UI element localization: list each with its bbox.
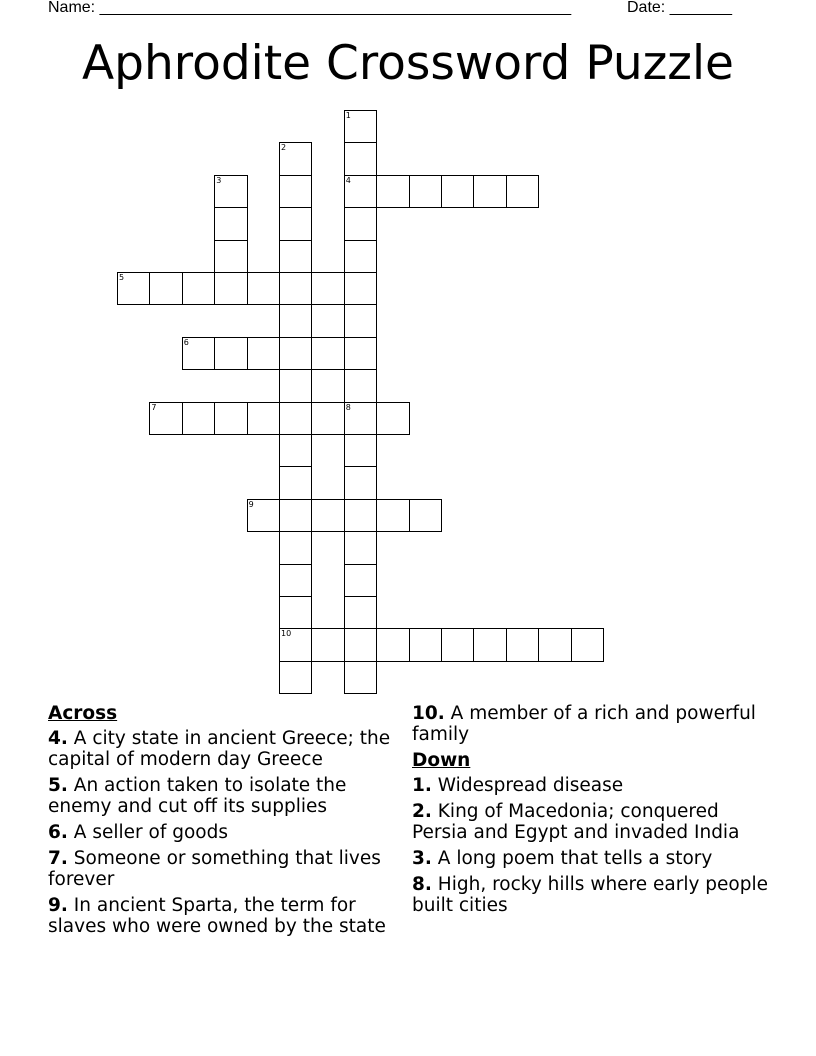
across-clue-7: 7. Someone or something that lives forever [48, 848, 381, 890]
grid-cell[interactable] [214, 175, 247, 208]
grid-cell[interactable] [376, 175, 409, 208]
grid-cell[interactable] [344, 304, 377, 337]
grid-cell[interactable] [182, 272, 215, 305]
clue-number: 5 [119, 273, 125, 282]
name-field[interactable]: Name: _____________________________________________________ [48, 0, 572, 16]
down-clue-3: 3. A long poem that tells a story [412, 848, 713, 869]
across-clue-4: 4. A city state in ancient Greece; the capital of modern day Greece [48, 728, 391, 770]
grid-cell[interactable] [344, 272, 377, 305]
grid-cell[interactable] [344, 369, 377, 402]
grid-cell[interactable] [311, 628, 344, 661]
grid-cell[interactable] [344, 628, 377, 661]
grid-cell[interactable] [279, 240, 312, 273]
grid-cell[interactable] [344, 499, 377, 532]
grid-cell[interactable] [473, 175, 506, 208]
grid-cell[interactable] [279, 661, 312, 694]
grid-cell[interactable] [247, 402, 280, 435]
grid-cell[interactable] [279, 337, 312, 370]
clue-number: 3 [216, 175, 222, 185]
page-title: Aphrodite Crossword Puzzle [82, 36, 734, 91]
grid-cell[interactable] [247, 272, 280, 305]
date-field[interactable]: Date: _______ [627, 0, 732, 16]
clue-number: 2 [281, 143, 287, 153]
grid-cell[interactable] [344, 466, 377, 499]
clue-number: 9 [248, 499, 254, 509]
clues-right-column [412, 703, 772, 921]
down-heading: Down [412, 750, 471, 771]
grid-cell[interactable] [344, 207, 377, 240]
grid-cell[interactable] [279, 402, 312, 435]
across-clue-6: 6. A seller of goods [48, 822, 228, 843]
grid-cell[interactable] [214, 272, 247, 305]
grid-cell[interactable] [214, 240, 247, 273]
grid-cell[interactable] [247, 337, 280, 370]
across-heading: Across [48, 703, 118, 724]
grid-cell[interactable] [279, 564, 312, 597]
grid-cell[interactable] [344, 142, 377, 175]
grid-cell[interactable] [149, 402, 182, 435]
grid-cell[interactable] [441, 628, 474, 661]
grid-cell[interactable] [344, 402, 377, 435]
grid-cell[interactable] [344, 564, 377, 597]
clue-number: 6 [183, 337, 189, 347]
grid-cell[interactable] [344, 337, 377, 370]
grid-cell[interactable] [344, 434, 377, 467]
grid-cell[interactable] [279, 304, 312, 337]
grid-cell[interactable] [214, 337, 247, 370]
grid-cell[interactable] [279, 466, 312, 499]
grid-cell[interactable] [344, 596, 377, 629]
grid-cell[interactable] [344, 175, 377, 208]
clue-number: 7 [151, 402, 157, 412]
across-clue-9: 9. In ancient Sparta, the term for slaves who were owned by the state [48, 895, 386, 937]
grid-cell[interactable] [247, 499, 280, 532]
grid-cell[interactable] [279, 434, 312, 467]
clue-number: 8 [345, 402, 351, 412]
down-clue-2: 2. King of Macedonia; conquered Persia and Egypt and invaded India [412, 801, 740, 843]
grid-cell[interactable] [344, 240, 377, 273]
grid-cell[interactable] [182, 337, 215, 370]
clue-number: 1 [345, 111, 351, 120]
grid-cell[interactable] [311, 499, 344, 532]
grid-cell[interactable] [538, 628, 571, 661]
grid-cell[interactable] [344, 110, 377, 143]
grid-cell[interactable] [473, 628, 506, 661]
grid-cell[interactable] [344, 661, 377, 694]
grid-cell[interactable] [376, 499, 409, 532]
grid-cell[interactable] [279, 272, 312, 305]
grid-cell[interactable] [214, 207, 247, 240]
grid-cell[interactable] [117, 272, 150, 305]
across-clue-5: 5. An action taken to isolate the enemy and cut off its supplies [48, 775, 347, 817]
grid-cell[interactable] [311, 272, 344, 305]
grid-cell[interactable] [279, 596, 312, 629]
grid-cell[interactable] [214, 402, 247, 435]
grid-cell[interactable] [376, 628, 409, 661]
down-clue-1: 1. Widespread disease [412, 775, 624, 796]
grid-cell[interactable] [441, 175, 474, 208]
grid-cell[interactable] [311, 402, 344, 435]
grid-cell[interactable] [506, 628, 539, 661]
grid-cell[interactable] [279, 142, 312, 175]
grid-cell[interactable] [571, 628, 604, 661]
grid-cell[interactable] [279, 499, 312, 532]
clue-number: 4 [345, 175, 351, 185]
grid-cell[interactable] [279, 628, 312, 661]
grid-cell[interactable] [279, 369, 312, 402]
down-clue-8: 8. High, rocky hills where early people built cities [412, 874, 769, 916]
grid-cell[interactable] [506, 175, 539, 208]
grid-cell[interactable] [311, 337, 344, 370]
grid-cell[interactable] [344, 531, 377, 564]
grid-cell[interactable] [376, 402, 409, 435]
grid-cell[interactable] [182, 402, 215, 435]
grid-cell[interactable] [279, 207, 312, 240]
clue-number: 10 [281, 629, 292, 639]
grid-cell[interactable] [279, 531, 312, 564]
grid-cell[interactable] [149, 272, 182, 305]
clues-left-column [48, 703, 410, 942]
grid-cell[interactable] [279, 175, 312, 208]
across-clue-10: 10. A member of a rich and powerful family [412, 703, 756, 745]
grid-cell[interactable] [409, 175, 442, 208]
grid-cell[interactable] [409, 499, 442, 532]
grid-cell[interactable] [409, 628, 442, 661]
